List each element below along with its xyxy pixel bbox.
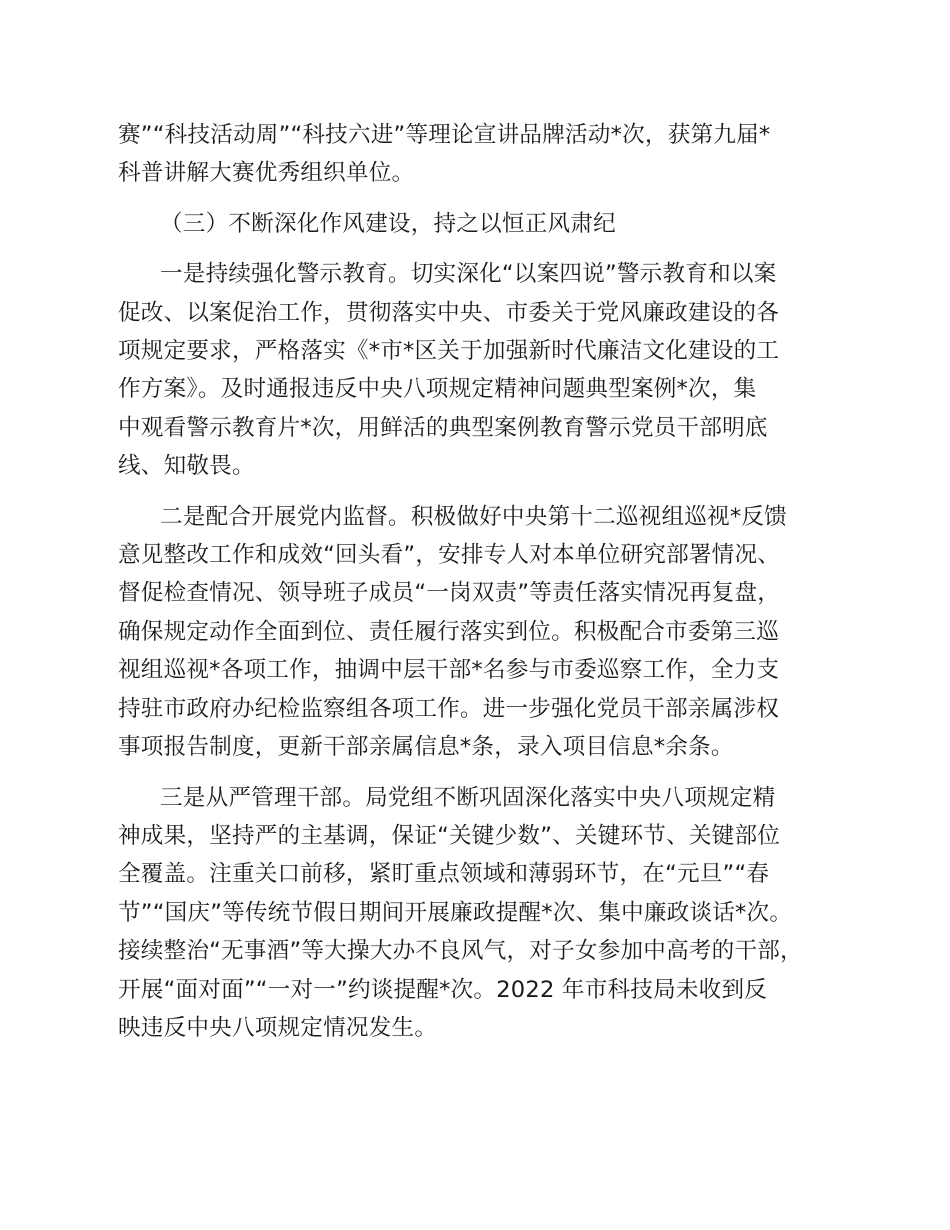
text-line: 中观看警示教育片*次，用鲜活的典型案例教育警示党员干部明底 [118, 414, 768, 441]
paragraph-continuation [118, 116, 843, 193]
text-line: 映违反中央八项规定情况发生。 [118, 1014, 438, 1041]
text-line: 三是从严管理干部。局党组不断巩固深化落实中央八项规定精 [160, 784, 776, 811]
text-line: 全覆盖。注重关口前移，紧盯重点领域和薄弱环节，在“元旦”“春 [118, 861, 770, 888]
paragraph-warning-education [118, 255, 843, 485]
text-line: 神成果，坚持严的主基调，保证“关键少数”、关键环节、关键部位 [118, 822, 781, 849]
text-line: 科普讲解大赛优秀组织单位。 [118, 160, 415, 187]
text-line: 一是持续强化警示教育。切实深化“以案四说”警示教育和以案 [160, 261, 777, 288]
text-line: 项规定要求，严格落实《*市*区关于加强新时代廉洁文化建设的工 [118, 338, 780, 365]
document-page [118, 116, 843, 1047]
text-line: 促改、以案促治工作，贯彻落实中央、市委关于党风廉政建设的各 [118, 299, 780, 326]
section-heading [118, 205, 843, 243]
text-line: 督促检查情况、领导班子成员“一岗双责”等责任落实情况再复盘， [118, 580, 781, 607]
text-line: 二是配合开展党内监督。积极做好中央第十二巡视组巡视*反馈 [160, 503, 787, 530]
text-line: 赛”“科技活动周”“科技六进”等理论宣讲品牌活动*次，获第九届* [118, 122, 771, 148]
text-line: 持驻市政府办纪检监察组各项工作。进一步强化党员干部亲属涉权 [118, 695, 780, 722]
text-line: 确保规定动作全面到位、责任履行落实到位。积极配合市委第三巡 [118, 618, 780, 645]
text-line: 意见整改工作和成效“回头看”，安排专人对本单位研究部署情况、 [118, 542, 781, 569]
heading-text: （三）不断深化作风建设，持之以恒正风肃纪 [160, 210, 616, 237]
paragraph-party-supervision [118, 498, 843, 767]
text-line: 线、知敬畏。 [118, 453, 255, 480]
text-line: 节”“国庆”等传统节假日期间开展廉政提醒*次、集中廉政谈话*次。 [118, 899, 793, 926]
text-line: 开展“面对面”“一对一”约谈提醒*次。2022 年市科技局未收到反 [118, 976, 768, 1003]
paragraph-cadre-management [118, 779, 843, 1048]
text-line: 视组巡视*各项工作，抽调中层干部*名参与市委巡察工作，全力支 [118, 657, 780, 684]
text-line: 接续整治“无事酒”等大操大办不良风气，对子女参加中高考的干部， [118, 938, 803, 965]
text-line: 事项报告制度，更新干部亲属信息*条，录入项目信息*余条。 [118, 734, 734, 761]
text-line: 作方案》。及时通报违反中央八项规定精神问题典型案例*次，集 [118, 376, 757, 403]
